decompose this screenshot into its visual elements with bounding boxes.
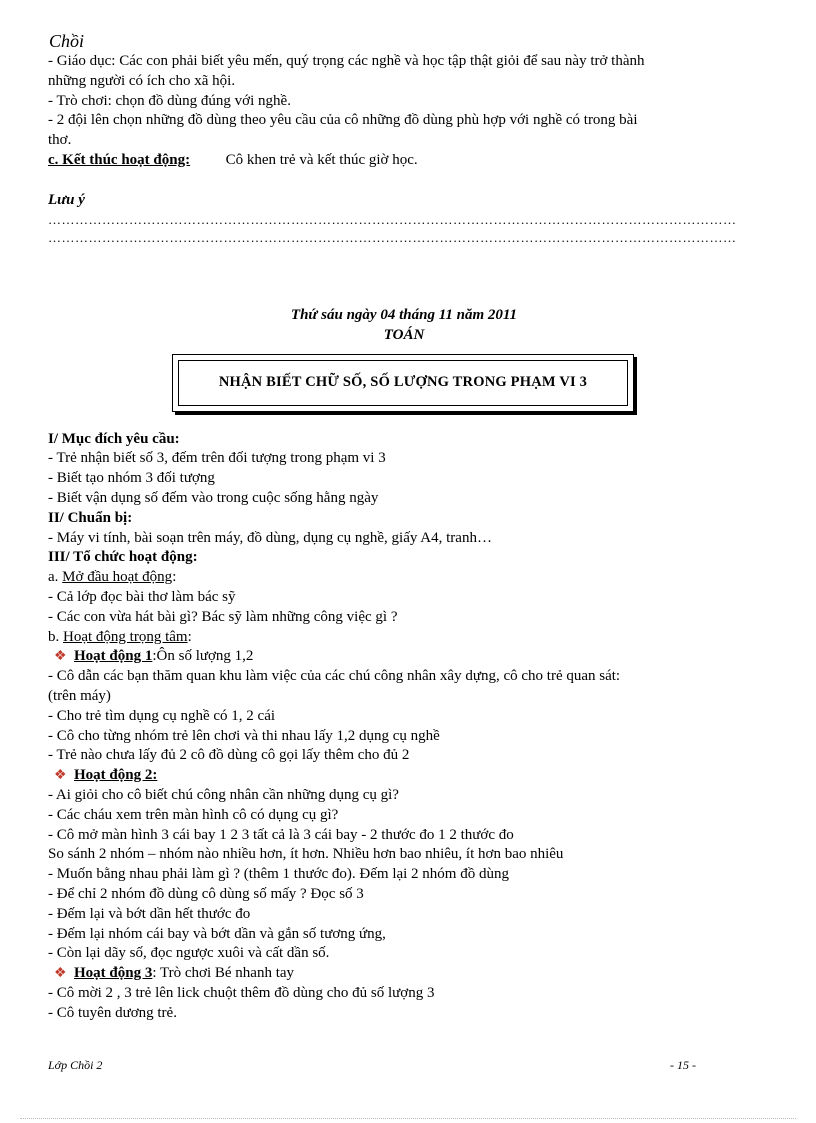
lesson-subject: TOÁN [383,326,425,343]
list-item: - Cô dẫn các bạn thăm quan khu làm việc của các chú công nhân xây dựng, cô cho trẻ quan sát: [48,668,621,685]
page-bottom-divider [20,1118,796,1119]
activity-2-heading [48,766,760,786]
intro-line: thơ. [48,132,72,149]
activity-3-label: Hoạt động 3 [74,965,153,982]
part-b-prefix: b. [48,628,63,645]
list-item: - Cô cho từng nhóm trẻ lên chơi và thi nhau lấy 1,2 dụng cụ nghề [48,727,440,744]
list-item: - Biết tạo nhóm 3 đối tượng [48,470,215,487]
activity-1-text: :Ôn số lượng 1,2 [152,648,254,665]
note-dots: ……………………………………………………………………………………………………………………………………… [48,211,737,227]
diamond-bullet-icon: ❖ [54,649,67,665]
section-heading: II/ Chuẩn bị: [48,509,133,526]
activity-1-label: Hoạt động 1 [74,648,153,665]
list-item: - Còn lại dãy số, đọc ngược xuôi và cất dần số. [48,945,330,962]
diamond-bullet-icon: ❖ [54,768,67,784]
list-item: - Cả lớp đọc bài thơ làm bác sỹ [48,588,236,605]
list-item: - Biết vận dụng số đếm vào trong cuộc sống hằng ngày [48,489,379,506]
activity-3-text: : Trò chơi Bé nhanh tay [152,965,295,982]
list-item: - Máy vi tính, bài soạn trên máy, đồ dùng, dụng cụ nghề, giấy A4, tranh… [48,529,492,546]
document-page [48,30,760,1023]
part-a-label: Mở đầu hoạt động [62,569,173,586]
list-item: - Cô mời 2 , 3 trẻ lên lick chuột thêm đồ dùng cho đủ số lượng 3 [48,984,435,1001]
intro-line: - Giáo dục: Các con phải biết yêu mến, quý trọng các nghề và học tập thật giỏi để sau này trở thành [48,53,645,69]
list-item: - Các con vừa hát bài gì? Bác sỹ làm những công việc gì ? [48,608,398,625]
footer-class-name: Lớp Chồi 2 [48,1058,103,1072]
list-item: (trên máy) [48,687,111,704]
part-a-suffix: : [172,569,177,586]
section-heading: III/ Tổ chức hoạt động: [48,549,198,566]
intro-line: - Trò chơi: chọn đồ dùng đúng với nghề. [48,92,291,109]
diamond-bullet-icon: ❖ [54,966,67,982]
list-item: - Ai giỏi cho cô biết chú công nhân cần những dụng cụ gì? [48,786,399,803]
note-label: Lưu ý [48,191,85,208]
part-a-heading [48,568,760,588]
list-item: - Các cháu xem trên màn hình cô có dụng cụ gì? [48,806,339,823]
list-item: - Cho trẻ tìm dụng cụ nghề có 1, 2 cái [48,707,276,724]
note-dots: ……………………………………………………………………………………………………………………………………… [48,229,737,245]
intro-line: những người có ích cho xã hội. [48,72,236,89]
section-heading: I/ Mục đích yêu cầu: [48,430,180,447]
ending-text: Cô khen trẻ và kết thúc giờ học. [225,151,418,168]
activity-1-heading [48,647,760,667]
list-item: - Trẻ nào chưa lấy đủ 2 cô đồ dùng cô gọi lấy thêm cho đủ 2 [48,747,410,764]
part-b-heading [48,628,760,648]
list-item: - Đếm lại nhóm cái bay và bớt dần và gắn số tương ứng, [48,925,386,942]
page-number: - 15 - [670,1058,696,1072]
ending-line [48,151,760,171]
list-item: - Cô tuyên dương trẻ. [48,1004,177,1021]
ending-label: c. Kết thúc hoạt động: [48,151,191,168]
list-item: - Muốn bằng nhau phải làm gì ? (thêm 1 thước đo). Đếm lại 2 nhóm đồ dùng [48,866,509,883]
lesson-title-box [172,354,634,412]
activity-3-heading [48,964,760,984]
list-item: - Đếm lại và bớt dần hết thước đo [48,905,251,922]
list-item: So sánh 2 nhóm – nhóm nào nhiều hơn, ít hơn. Nhiều hơn bao nhiêu, ít hơn bao nhiêu [48,846,564,863]
activity-2-label: Hoạt động 2: [74,767,158,784]
lesson-date: Thứ sáu ngày 04 tháng 11 năm 2011 [290,306,518,323]
part-b-label: Hoạt động trọng tâm [63,628,188,645]
page-footer [48,1058,696,1073]
intro-line: - 2 đội lên chọn những đồ dùng theo yêu cầu của cô những đồ dùng phù hợp với nghề có trong bài [48,112,638,129]
list-item: - Trẻ nhận biết số 3, đếm trên đối tượng trong phạm vi 3 [48,450,386,467]
lesson-title: NHẬN BIẾT CHỮ SỐ, SỐ LƯỢNG TRONG PHẠM VI 3 [178,360,628,406]
list-item: - Cô mở màn hình 3 cái bay 1 2 3 tất cả là 3 cái bay - 2 thước đo 1 2 thước đo [48,826,514,843]
list-item: - Để chỉ 2 nhóm đồ dùng cô dùng số mấy ? Đọc số 3 [48,885,364,902]
continued-heading: Chồi [49,31,85,51]
part-b-suffix: : [187,628,192,645]
part-a-prefix: a. [48,569,63,586]
